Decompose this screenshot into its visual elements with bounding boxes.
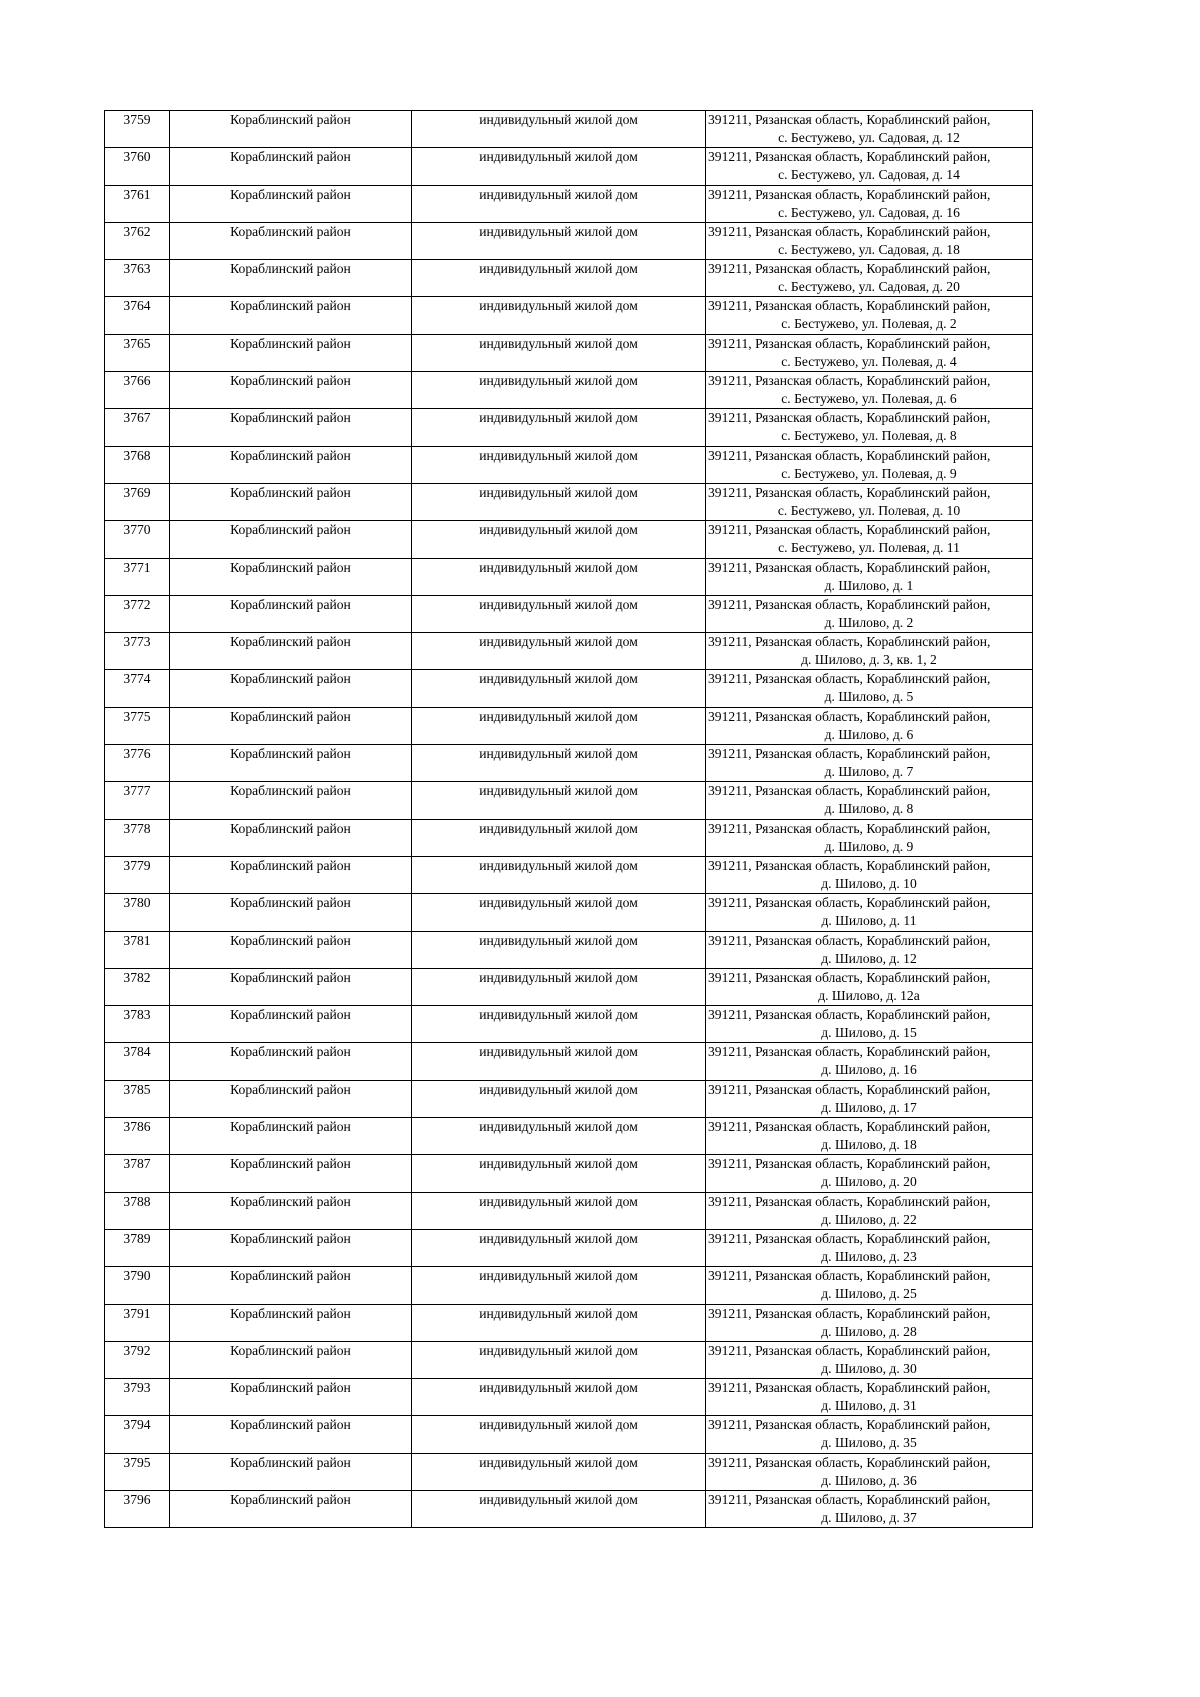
address-line-2: д. Шилово, д. 30 <box>821 1360 917 1376</box>
address-line-2: д. Шилово, д. 22 <box>821 1211 917 1227</box>
row-number: 3770 <box>105 521 170 558</box>
address-line-2: с. Бестужево, ул. Полевая, д. 4 <box>781 353 957 369</box>
address-line-1: 391211, Рязанская область, Кораблинский район, <box>708 559 991 575</box>
address-line-1: 391211, Рязанская область, Кораблинский район, <box>708 1380 991 1396</box>
address-line-1: 391211, Рязанская область, Кораблинский район, <box>708 1156 991 1172</box>
row-number: 3761 <box>105 185 170 222</box>
building-type-cell: индивидульный жилой дом <box>412 1229 706 1266</box>
address-line-2: д. Шилово, д. 1 <box>824 577 914 593</box>
address-line-2: д. Шилово, д. 36 <box>821 1472 917 1488</box>
building-type-cell: индивидульный жилой дом <box>412 1341 706 1378</box>
row-number: 3767 <box>105 409 170 446</box>
address-cell <box>706 1118 1033 1155</box>
row-number: 3782 <box>105 968 170 1005</box>
row-number: 3794 <box>105 1416 170 1453</box>
address-line-2: д. Шилово, д. 2 <box>824 614 914 630</box>
building-type-cell: индивидульный жилой дом <box>412 782 706 819</box>
address-cell <box>706 185 1033 222</box>
document-page <box>104 110 1032 1528</box>
table-row <box>105 1416 1033 1453</box>
row-number: 3784 <box>105 1043 170 1080</box>
building-type-cell: индивидульный жилой дом <box>412 819 706 856</box>
address-line-1: 391211, Рязанская область, Кораблинский район, <box>708 1230 991 1246</box>
address-cell <box>706 819 1033 856</box>
district-cell: Кораблинский район <box>170 782 412 819</box>
building-type-cell: индивидульный жилой дом <box>412 1453 706 1490</box>
address-line-1: 391211, Рязанская область, Кораблинский район, <box>708 1119 991 1135</box>
address-line-2: с. Бестужево, ул. Садовая, д. 20 <box>778 279 960 295</box>
district-cell: Кораблинский район <box>170 707 412 744</box>
address-cell <box>706 1155 1033 1192</box>
table-row <box>105 446 1033 483</box>
table-row <box>105 782 1033 819</box>
row-number: 3778 <box>105 819 170 856</box>
address-line-1: 391211, Рязанская область, Кораблинский район, <box>708 261 991 277</box>
building-type-cell: индивидульный жилой дом <box>412 148 706 185</box>
row-number: 3796 <box>105 1490 170 1527</box>
table-row <box>105 558 1033 595</box>
address-line-2: д. Шилово, д. 18 <box>821 1137 917 1153</box>
district-cell: Кораблинский район <box>170 111 412 148</box>
row-number: 3774 <box>105 670 170 707</box>
building-type-cell: индивидульный жилой дом <box>412 1192 706 1229</box>
address-cell <box>706 372 1033 409</box>
address-line-1: 391211, Рязанская область, Кораблинский район, <box>708 783 991 799</box>
address-line-1: 391211, Рязанская область, Кораблинский район, <box>708 932 991 948</box>
address-cell <box>706 856 1033 893</box>
registry-table <box>104 110 1033 1528</box>
address-line-2: д. Шилово, д. 20 <box>821 1174 917 1190</box>
address-line-1: 391211, Рязанская область, Кораблинский район, <box>708 857 991 873</box>
district-cell: Кораблинский район <box>170 260 412 297</box>
address-line-2: д. Шилово, д. 12а <box>818 987 920 1003</box>
table-row <box>105 968 1033 1005</box>
address-line-2: с. Бестужево, ул. Полевая, д. 11 <box>778 540 960 556</box>
building-type-cell: индивидульный жилой дом <box>412 334 706 371</box>
address-line-1: 391211, Рязанская область, Кораблинский район, <box>708 335 991 351</box>
district-cell: Кораблинский район <box>170 334 412 371</box>
address-cell <box>706 558 1033 595</box>
address-line-2: с. Бестужево, ул. Садовая, д. 12 <box>778 130 960 145</box>
building-type-cell: индивидульный жилой дом <box>412 558 706 595</box>
district-cell: Кораблинский район <box>170 1267 412 1304</box>
row-number: 3766 <box>105 372 170 409</box>
address-line-1: 391211, Рязанская область, Кораблинский район, <box>708 1305 991 1321</box>
address-line-1: 391211, Рязанская область, Кораблинский район, <box>708 1268 991 1284</box>
district-cell: Кораблинский район <box>170 1453 412 1490</box>
table-row <box>105 1379 1033 1416</box>
table-row <box>105 931 1033 968</box>
address-cell <box>706 707 1033 744</box>
row-number: 3759 <box>105 111 170 148</box>
address-line-2: с. Бестужево, ул. Полевая, д. 10 <box>777 502 961 518</box>
district-cell: Кораблинский район <box>170 894 412 931</box>
address-cell <box>706 1341 1033 1378</box>
building-type-cell: индивидульный жилой дом <box>412 1006 706 1043</box>
row-number: 3765 <box>105 334 170 371</box>
row-number: 3772 <box>105 595 170 632</box>
address-line-2: д. Шилово, д. 8 <box>824 801 914 817</box>
district-cell: Кораблинский район <box>170 1490 412 1527</box>
district-cell: Кораблинский район <box>170 1043 412 1080</box>
table-row <box>105 483 1033 520</box>
district-cell: Кораблинский район <box>170 1304 412 1341</box>
district-cell: Кораблинский район <box>170 633 412 670</box>
address-line-2: с. Бестужево, ул. Полевая, д. 9 <box>781 465 957 481</box>
address-line-2: д. Шилово, д. 10 <box>821 875 917 891</box>
table-row <box>105 1304 1033 1341</box>
address-line-1: 391211, Рязанская область, Кораблинский район, <box>708 1044 991 1060</box>
address-line-1: 391211, Рязанская область, Кораблинский район, <box>708 522 991 538</box>
table-row <box>105 633 1033 670</box>
building-type-cell: индивидульный жилой дом <box>412 931 706 968</box>
district-cell: Кораблинский район <box>170 1229 412 1266</box>
table-row <box>105 1043 1033 1080</box>
address-cell <box>706 968 1033 1005</box>
table-row <box>105 1267 1033 1304</box>
district-cell: Кораблинский район <box>170 1416 412 1453</box>
address-line-2: д. Шилово, д. 11 <box>821 913 917 929</box>
address-cell <box>706 1229 1033 1266</box>
address-line-2: д. Шилово, д. 28 <box>821 1323 917 1339</box>
district-cell: Кораблинский район <box>170 558 412 595</box>
table-row <box>105 1229 1033 1266</box>
table-row <box>105 1080 1033 1117</box>
building-type-cell: индивидульный жилой дом <box>412 1155 706 1192</box>
address-cell <box>706 1490 1033 1527</box>
building-type-cell: индивидульный жилой дом <box>412 1080 706 1117</box>
address-cell <box>706 409 1033 446</box>
table-row <box>105 409 1033 446</box>
address-line-1: 391211, Рязанская область, Кораблинский район, <box>708 373 991 389</box>
building-type-cell: индивидульный жилой дом <box>412 1304 706 1341</box>
table-row <box>105 222 1033 259</box>
address-cell <box>706 446 1033 483</box>
district-cell: Кораблинский район <box>170 931 412 968</box>
address-line-2: д. Шилово, д. 12 <box>821 950 917 966</box>
building-type-cell: индивидульный жилой дом <box>412 297 706 334</box>
address-line-1: 391211, Рязанская область, Кораблинский район, <box>708 149 991 165</box>
district-cell: Кораблинский район <box>170 856 412 893</box>
table-row <box>105 1118 1033 1155</box>
address-cell <box>706 1080 1033 1117</box>
row-number: 3786 <box>105 1118 170 1155</box>
address-line-2: д. Шилово, д. 35 <box>821 1435 917 1451</box>
district-cell: Кораблинский район <box>170 1118 412 1155</box>
building-type-cell: индивидульный жилой дом <box>412 595 706 632</box>
row-number: 3768 <box>105 446 170 483</box>
address-cell <box>706 334 1033 371</box>
address-cell <box>706 633 1033 670</box>
address-line-2: с. Бестужево, ул. Полевая, д. 2 <box>781 316 957 332</box>
address-line-2: д. Шилово, д. 17 <box>821 1099 917 1115</box>
table-row <box>105 260 1033 297</box>
address-line-2: д. Шилово, д. 16 <box>821 1062 917 1078</box>
address-line-2: д. Шилово, д. 37 <box>821 1509 917 1525</box>
district-cell: Кораблинский район <box>170 409 412 446</box>
table-row <box>105 1453 1033 1490</box>
address-line-2: д. Шилово, д. 25 <box>821 1286 917 1302</box>
address-cell <box>706 931 1033 968</box>
address-cell <box>706 1006 1033 1043</box>
building-type-cell: индивидульный жилой дом <box>412 372 706 409</box>
building-type-cell: индивидульный жилой дом <box>412 1416 706 1453</box>
table-row <box>105 111 1033 148</box>
row-number: 3769 <box>105 483 170 520</box>
table-row <box>105 521 1033 558</box>
row-number: 3780 <box>105 894 170 931</box>
address-line-1: 391211, Рязанская область, Кораблинский район, <box>708 596 991 612</box>
address-cell <box>706 782 1033 819</box>
district-cell: Кораблинский район <box>170 595 412 632</box>
row-number: 3787 <box>105 1155 170 1192</box>
row-number: 3777 <box>105 782 170 819</box>
district-cell: Кораблинский район <box>170 745 412 782</box>
address-line-1: 391211, Рязанская область, Кораблинский район, <box>708 298 991 314</box>
district-cell: Кораблинский район <box>170 1006 412 1043</box>
row-number: 3760 <box>105 148 170 185</box>
address-line-1: 391211, Рязанская область, Кораблинский район, <box>708 1081 991 1097</box>
address-line-2: с. Бестужево, ул. Полевая, д. 6 <box>781 391 957 407</box>
address-line-1: 391211, Рязанская область, Кораблинский район, <box>708 186 991 202</box>
address-line-1: 391211, Рязанская область, Кораблинский район, <box>708 223 991 239</box>
district-cell: Кораблинский район <box>170 670 412 707</box>
address-line-1: 391211, Рязанская область, Кораблинский район, <box>708 746 991 762</box>
row-number: 3781 <box>105 931 170 968</box>
row-number: 3773 <box>105 633 170 670</box>
table-row <box>105 745 1033 782</box>
address-line-1: 391211, Рязанская область, Кораблинский район, <box>708 1342 991 1358</box>
district-cell: Кораблинский район <box>170 968 412 1005</box>
building-type-cell: индивидульный жилой дом <box>412 670 706 707</box>
building-type-cell: индивидульный жилой дом <box>412 409 706 446</box>
row-number: 3789 <box>105 1229 170 1266</box>
district-cell: Кораблинский район <box>170 185 412 222</box>
building-type-cell: индивидульный жилой дом <box>412 483 706 520</box>
address-cell <box>706 148 1033 185</box>
row-number: 3783 <box>105 1006 170 1043</box>
address-line-1: 391211, Рязанская область, Кораблинский район, <box>708 447 991 463</box>
address-line-1: 391211, Рязанская область, Кораблинский район, <box>708 708 991 724</box>
row-number: 3764 <box>105 297 170 334</box>
table-row <box>105 1192 1033 1229</box>
row-number: 3788 <box>105 1192 170 1229</box>
building-type-cell: индивидульный жилой дом <box>412 745 706 782</box>
address-line-2: д. Шилово, д. 9 <box>824 838 914 854</box>
address-line-1: 391211, Рязанская область, Кораблинский район, <box>708 1193 991 1209</box>
address-cell <box>706 894 1033 931</box>
district-cell: Кораблинский район <box>170 483 412 520</box>
row-number: 3771 <box>105 558 170 595</box>
district-cell: Кораблинский район <box>170 1341 412 1378</box>
table-row <box>105 595 1033 632</box>
address-cell <box>706 297 1033 334</box>
row-number: 3762 <box>105 222 170 259</box>
table-row <box>105 148 1033 185</box>
building-type-cell: индивидульный жилой дом <box>412 260 706 297</box>
address-cell <box>706 1267 1033 1304</box>
table-row <box>105 856 1033 893</box>
table-row <box>105 334 1033 371</box>
building-type-cell: индивидульный жилой дом <box>412 446 706 483</box>
address-line-1: 391211, Рязанская область, Кораблинский район, <box>708 1454 991 1470</box>
address-line-2: с. Бестужево, ул. Садовая, д. 14 <box>778 167 960 183</box>
address-line-1: 391211, Рязанская область, Кораблинский район, <box>708 1417 991 1433</box>
table-row <box>105 1490 1033 1527</box>
address-cell <box>706 1304 1033 1341</box>
address-cell <box>706 595 1033 632</box>
building-type-cell: индивидульный жилой дом <box>412 894 706 931</box>
address-line-2: д. Шилово, д. 5 <box>824 689 914 705</box>
address-line-1: 391211, Рязанская область, Кораблинский район, <box>708 820 991 836</box>
row-number: 3779 <box>105 856 170 893</box>
district-cell: Кораблинский район <box>170 819 412 856</box>
address-line-1: 391211, Рязанская область, Кораблинский район, <box>708 1007 991 1023</box>
address-cell <box>706 745 1033 782</box>
district-cell: Кораблинский район <box>170 222 412 259</box>
table-row <box>105 372 1033 409</box>
building-type-cell: индивидульный жилой дом <box>412 1043 706 1080</box>
table-row <box>105 1006 1033 1043</box>
row-number: 3785 <box>105 1080 170 1117</box>
address-line-2: д. Шилово, д. 15 <box>821 1025 917 1041</box>
building-type-cell: индивидульный жилой дом <box>412 222 706 259</box>
address-cell <box>706 111 1033 148</box>
district-cell: Кораблинский район <box>170 1080 412 1117</box>
table-row <box>105 1155 1033 1192</box>
table-body <box>105 111 1033 1528</box>
building-type-cell: индивидульный жилой дом <box>412 1267 706 1304</box>
row-number: 3792 <box>105 1341 170 1378</box>
row-number: 3776 <box>105 745 170 782</box>
row-number: 3793 <box>105 1379 170 1416</box>
address-line-2: с. Бестужево, ул. Садовая, д. 16 <box>778 204 960 220</box>
address-line-1: 391211, Рязанская область, Кораблинский район, <box>708 969 991 985</box>
address-line-2: с. Бестужево, ул. Садовая, д. 18 <box>778 241 960 257</box>
address-cell <box>706 521 1033 558</box>
district-cell: Кораблинский район <box>170 372 412 409</box>
district-cell: Кораблинский район <box>170 1192 412 1229</box>
table-row <box>105 297 1033 334</box>
district-cell: Кораблинский район <box>170 297 412 334</box>
address-cell <box>706 260 1033 297</box>
address-line-1: 391211, Рязанская область, Кораблинский район, <box>708 112 991 127</box>
address-cell <box>706 1416 1033 1453</box>
address-line-1: 391211, Рязанская область, Кораблинский район, <box>708 410 991 426</box>
building-type-cell: индивидульный жилой дом <box>412 856 706 893</box>
address-cell <box>706 1192 1033 1229</box>
address-line-2: с. Бестужево, ул. Полевая, д. 8 <box>781 428 957 444</box>
district-cell: Кораблинский район <box>170 446 412 483</box>
address-cell <box>706 1043 1033 1080</box>
address-cell <box>706 670 1033 707</box>
address-line-2: д. Шилово, д. 31 <box>821 1398 917 1414</box>
address-line-1: 391211, Рязанская область, Кораблинский район, <box>708 671 991 687</box>
address-line-1: 391211, Рязанская область, Кораблинский район, <box>708 484 991 500</box>
district-cell: Кораблинский район <box>170 148 412 185</box>
table-row <box>105 894 1033 931</box>
building-type-cell: индивидульный жилой дом <box>412 707 706 744</box>
building-type-cell: индивидульный жилой дом <box>412 1118 706 1155</box>
table-row <box>105 185 1033 222</box>
building-type-cell: индивидульный жилой дом <box>412 521 706 558</box>
address-line-1: 391211, Рязанская область, Кораблинский район, <box>708 895 991 911</box>
row-number: 3775 <box>105 707 170 744</box>
building-type-cell: индивидульный жилой дом <box>412 968 706 1005</box>
table-row <box>105 707 1033 744</box>
building-type-cell: индивидульный жилой дом <box>412 1490 706 1527</box>
address-cell <box>706 222 1033 259</box>
row-number: 3795 <box>105 1453 170 1490</box>
district-cell: Кораблинский район <box>170 1155 412 1192</box>
building-type-cell: индивидульный жилой дом <box>412 633 706 670</box>
row-number: 3791 <box>105 1304 170 1341</box>
address-cell <box>706 1453 1033 1490</box>
table-row <box>105 670 1033 707</box>
table-row <box>105 819 1033 856</box>
building-type-cell: индивидульный жилой дом <box>412 185 706 222</box>
address-line-2: д. Шилово, д. 23 <box>821 1248 917 1264</box>
building-type-cell: индивидульный жилой дом <box>412 1379 706 1416</box>
row-number: 3790 <box>105 1267 170 1304</box>
address-line-2: д. Шилово, д. 7 <box>824 764 914 780</box>
district-cell: Кораблинский район <box>170 521 412 558</box>
address-line-2: д. Шилово, д. 3, кв. 1, 2 <box>801 652 937 668</box>
table-row <box>105 1341 1033 1378</box>
row-number: 3763 <box>105 260 170 297</box>
address-line-1: 391211, Рязанская область, Кораблинский район, <box>708 1491 991 1507</box>
district-cell: Кораблинский район <box>170 1379 412 1416</box>
address-cell <box>706 1379 1033 1416</box>
address-line-1: 391211, Рязанская область, Кораблинский район, <box>708 634 991 650</box>
address-cell <box>706 483 1033 520</box>
address-line-2: д. Шилово, д. 6 <box>824 726 914 742</box>
building-type-cell: индивидульный жилой дом <box>412 111 706 148</box>
